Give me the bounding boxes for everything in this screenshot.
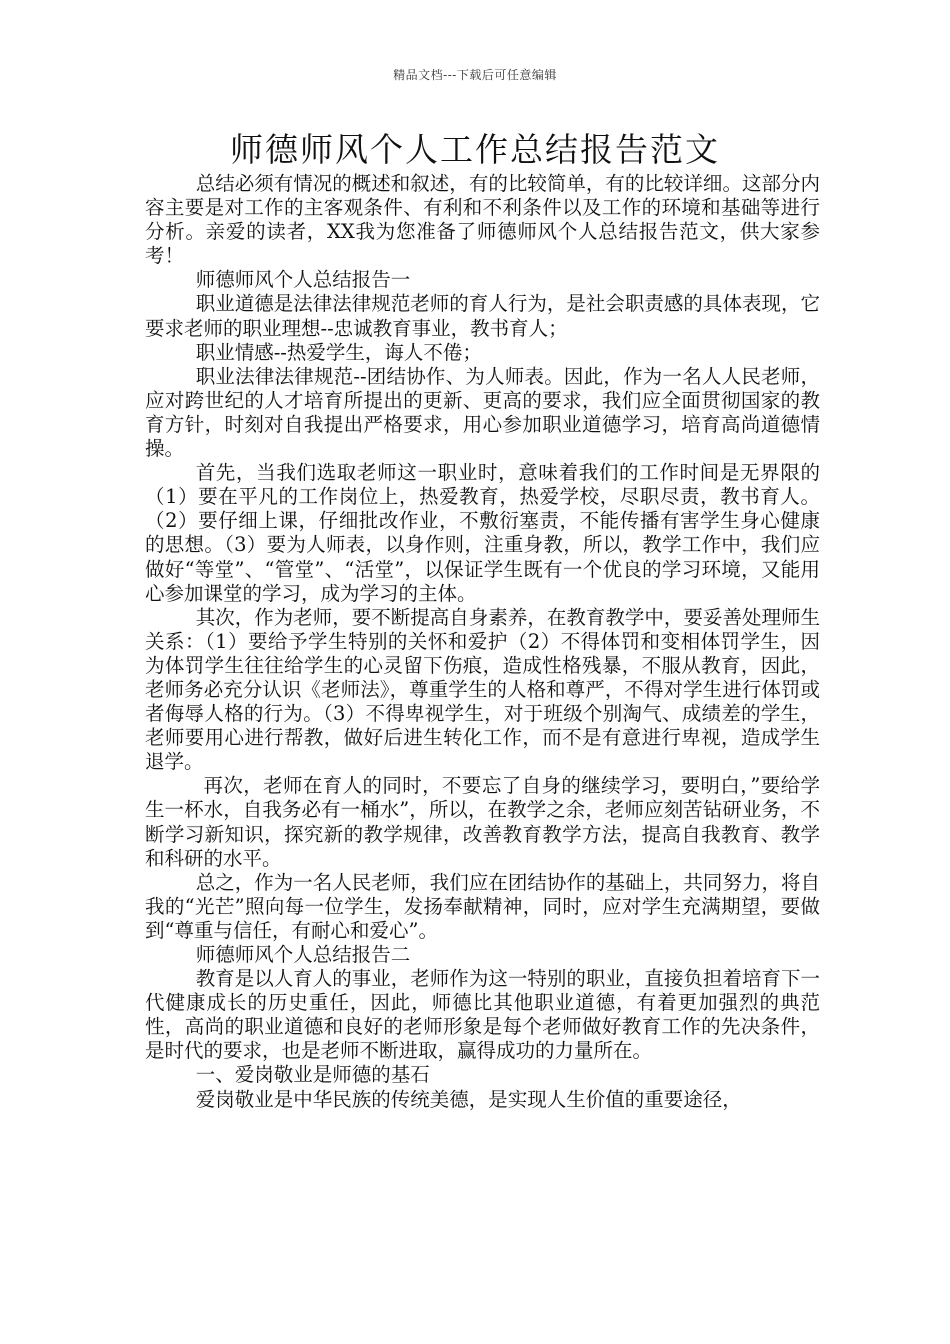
paragraph: 教育是以人育人的事业，老师作为这一特别的职业，直接负担着培育下一代健康成长的历史重任，因此，师德比其他职业道德，有着更加强烈的典范性，高尚的职业道德和良好的老师形象是每个老师做好教育工作的先决条件，是时代的要求，也是老师不断进取，赢得成功的力量所在。 bbox=[145, 967, 820, 1063]
paragraph: 职业情感--热爱学生，诲人不倦； bbox=[195, 340, 482, 364]
page-header: 精品文档---下载后可任意编辑 bbox=[393, 68, 557, 82]
paragraph: 再次，老师在育人的同时，不要忘了自身的继续学习，要明白，”要给学生一杯水，自我务必有一桶水”，所以，在教学之余，老师应刻苦钻研业务，不断学习新知识，探究新的教学规律，改善教育教学方法，提高自我教育、教学和科研的水平。 bbox=[145, 774, 820, 870]
document-body bbox=[145, 172, 820, 1112]
paragraph-intro: 总结必须有情况的概述和叙述，有的比较简单，有的比较详细。这部分内容主要是对工作的主客观条件、有利和不利条件以及工作的环境和基础等进行分析。亲爱的读者，XX我为您准备了师德师风个人总结报告范文，供大家参考！ bbox=[145, 172, 820, 268]
paragraph: 职业法律法律规范--团结协作、为人师表。因此，作为一名人人民老师，应对跨世纪的人才培育所提出的更新、更高的要求，我们应全面贯彻国家的教育方针，时刻对自我提出严格要求，用心参加职业道德学习，培育高尚道德情操。 bbox=[145, 364, 820, 461]
paragraph: 职业道德是法律法律规范老师的育人行为，是社会职责感的具体表现，它要求老师的职业理想--忠诚教育事业，教书育人； bbox=[145, 292, 820, 340]
section-heading-1: 师德师风个人总结报告一 bbox=[195, 268, 411, 292]
document-title: 师德师风个人工作总结报告范文 bbox=[230, 130, 720, 169]
paragraph: 其次，作为老师，要不断提高自身素养，在教育教学中，要妥善处理师生关系：（1）要给予学生特别的关怀和爱护（2）不得体罚和变相体罚学生，因为体罚学生往往给学生的心灵留下伤痕，造成性格残暴，不服从教育，因此，老师务必充分认识《老师法》，尊重学生的人格和尊严，不得对学生进行体罚或者侮辱人格的行为。（3）不得卑视学生，对于班级个别淘气、成绩差的学生，老师要用心进行帮教，做好后进生转化工作，而不是有意进行卑视，造成学生退学。 bbox=[145, 605, 820, 774]
paragraph: 首先，当我们选取老师这一职业时，意味着我们的工作时间是无界限的（1）要在平凡的工作岗位上，热爱教育，热爱学校，尽职尽责，教书育人。（2）要仔细上课，仔细批改作业，不敷衍塞责，不能传播有害学生身心健康的思想。（3）要为人师表，以身作则，注重身教，所以，教学工作中，我们应做好“等堂”、“管堂”、“活堂”，以保证学生既有一个优良的学习环境，又能用心参加课堂的学习，成为学习的主体。 bbox=[145, 461, 820, 605]
section-heading-2: 师德师风个人总结报告二 bbox=[195, 943, 411, 966]
paragraph: 爱岗敬业是中华民族的传统美德，是实现人生价值的重要途径， bbox=[195, 1087, 742, 1111]
paragraph: 总之，作为一名人民老师，我们应在团结协作的基础上，共同努力，将自我的“光芒”照向每一位学生，发扬奉献精神，同时，应对学生充满期望，要做到“尊重与信任，有耐心和爱心”。 bbox=[145, 870, 820, 942]
subsection-heading: 一、爱岗敬业是师德的基石 bbox=[195, 1063, 430, 1087]
